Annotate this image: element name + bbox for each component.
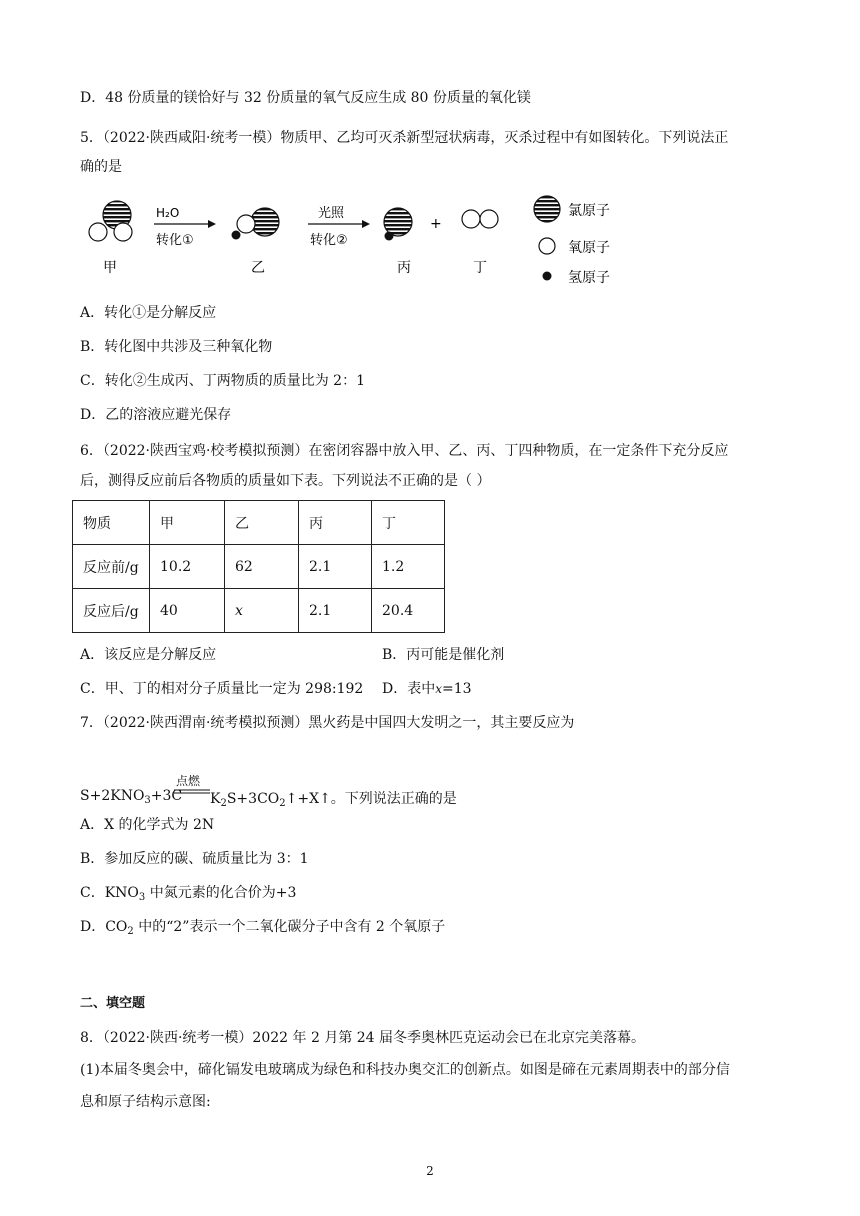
q6-option-d-prefix: D．表中 bbox=[382, 681, 436, 697]
q7-option-a: A．X 的化学式为 2N bbox=[80, 817, 215, 833]
table-cell: 反应后/g bbox=[73, 589, 150, 633]
q7-option-d-sub: 2 bbox=[127, 926, 134, 937]
q7-option-d-prefix: D．CO bbox=[80, 919, 128, 935]
q7-option-c-suffix: 中氮元素的化合价为+3 bbox=[145, 885, 297, 901]
table-cell: 20.4 bbox=[372, 589, 445, 633]
variable-x: x bbox=[435, 682, 443, 696]
label-bing: 丙 bbox=[397, 260, 411, 276]
q7-option-b: B．参加反应的碳、硫质量比为 3：1 bbox=[80, 851, 309, 867]
eq-left-sub: 3 bbox=[144, 795, 151, 806]
q4-option-d: D．48 份质量的镁恰好与 32 份质量的氧气反应生成 80 份质量的氧化镁 bbox=[80, 90, 531, 106]
table-row bbox=[73, 589, 445, 633]
table-cell: 10.2 bbox=[150, 545, 225, 589]
equation-double-line bbox=[174, 789, 210, 795]
table-cell: 2.1 bbox=[299, 545, 372, 589]
q8-stem-line1: 8．（2022·陕西·统考一模）2022 年 2 月第 24 届冬季奥林匹克运动会已在北京完美落幕。 bbox=[80, 1030, 646, 1046]
q7-stem-line1: 7．（2022·陕西渭南·统考模拟预测）黑火药是中国四大发明之一，其主要反应为 bbox=[80, 715, 575, 731]
legend-hydrogen-label: 氢原子 bbox=[568, 270, 610, 286]
molecule-yi bbox=[232, 208, 280, 240]
q7-option-d-suffix: 中的“2”表示一个二氧化碳分子中含有 2 个氧原子 bbox=[133, 919, 446, 935]
q5-stem-line2: 确的是 bbox=[80, 159, 122, 175]
q5-option-c: C．转化②生成丙、丁两物质的质量比为 2：1 bbox=[80, 373, 365, 389]
equation-condition: 点燃 bbox=[176, 774, 201, 788]
arrow1-bottom-label: 转化① bbox=[156, 233, 194, 248]
molecule-jia bbox=[89, 201, 132, 241]
table-row bbox=[73, 545, 445, 589]
table-cell: 物质 bbox=[73, 501, 150, 545]
label-yi: 乙 bbox=[251, 260, 265, 276]
eq-prod-co-sub: 2 bbox=[279, 798, 286, 809]
table-cell: 40 bbox=[150, 589, 225, 633]
q6-stem-line1: 6．（2022·陕西宝鸡·校考模拟预测）在密闭容器中放入甲、乙、丙、丁四种物质，在一定条件下充分反应 bbox=[80, 443, 729, 459]
plus-sign: + bbox=[430, 216, 442, 232]
q7-option-c-prefix: C．KNO bbox=[80, 885, 139, 901]
q6-option-d bbox=[382, 679, 472, 699]
table-cell: 乙 bbox=[225, 501, 299, 545]
arrow1-top-label: H₂O bbox=[156, 206, 180, 220]
eq-left: S+2KNO bbox=[80, 788, 145, 804]
table-cell: 丙 bbox=[299, 501, 372, 545]
page-number: 2 bbox=[426, 1164, 434, 1178]
legend-chlorine-label: 氯原子 bbox=[568, 203, 610, 219]
table-cell: 2.1 bbox=[299, 589, 372, 633]
table-cell: 丁 bbox=[372, 501, 445, 545]
q6-option-a: A．该反应是分解反应 bbox=[80, 647, 217, 663]
arrow-conversion-1 bbox=[154, 206, 216, 248]
q5-molecule-figure bbox=[80, 192, 640, 292]
molecule-ding bbox=[462, 210, 498, 228]
eq-left-tail: +3C bbox=[150, 788, 183, 804]
eq-prod-mid: S+3CO bbox=[226, 791, 280, 807]
q8-sub1-line1: (1)本届冬奥会中，碲化镉发电玻璃成为绿色和科技办奥交汇的创新点。如图是碲在元素周期表中的部分信 bbox=[80, 1062, 730, 1078]
q5-option-a: A．转化①是分解反应 bbox=[80, 305, 217, 321]
q6-mass-table bbox=[72, 500, 445, 633]
molecule-bing bbox=[384, 208, 412, 241]
eq-prod-k: K bbox=[210, 791, 221, 807]
label-jia: 甲 bbox=[103, 260, 117, 276]
eq-prod-k-sub: 2 bbox=[220, 798, 227, 809]
q6-option-b: B．丙可能是催化剂 bbox=[382, 647, 505, 663]
legend-oxygen-label: 氧原子 bbox=[568, 240, 610, 256]
arrow2-bottom-label: 转化② bbox=[310, 233, 348, 248]
q6-stem-line2: 后，测得反应前后各物质的质量如下表。下列说法不正确的是（ ） bbox=[80, 473, 491, 489]
arrow-conversion-2 bbox=[308, 205, 370, 248]
section-title: 二、填空题 bbox=[80, 996, 146, 1011]
q5-option-d: D．乙的溶液应避光保存 bbox=[80, 407, 232, 423]
table-row bbox=[73, 501, 445, 545]
eq-prod-tail: ↑+X↑。下列说法正确的是 bbox=[285, 791, 457, 807]
legend bbox=[534, 196, 610, 286]
table-cell: 反应前/g bbox=[73, 545, 150, 589]
equation-reactants bbox=[80, 788, 182, 806]
q5-stem-line1: 5．（2022·陕西咸阳·统考一模）物质甲、乙均可灭杀新型冠状病毒，灭杀过程中有如图转化。下列说法正 bbox=[80, 130, 729, 146]
table-cell: 1.2 bbox=[372, 545, 445, 589]
q7-option-d bbox=[80, 917, 445, 942]
q6-option-d-suffix: =13 bbox=[442, 681, 472, 697]
table-cell: 甲 bbox=[150, 501, 225, 545]
equation-products bbox=[210, 788, 457, 809]
q5-option-b: B．转化图中共涉及三种氧化物 bbox=[80, 339, 273, 355]
label-ding: 丁 bbox=[473, 260, 487, 276]
q7-option-c-sub: 3 bbox=[138, 892, 146, 903]
table-cell: x bbox=[225, 589, 299, 633]
q6-option-c: C．甲、丁的相对分子质量比一定为 298:192 bbox=[80, 681, 364, 697]
table-cell: 62 bbox=[225, 545, 299, 589]
q7-option-c bbox=[80, 883, 296, 908]
arrow2-top-label: 光照 bbox=[318, 206, 345, 221]
q8-sub1-line2: 息和原子结构示意图: bbox=[80, 1094, 211, 1110]
